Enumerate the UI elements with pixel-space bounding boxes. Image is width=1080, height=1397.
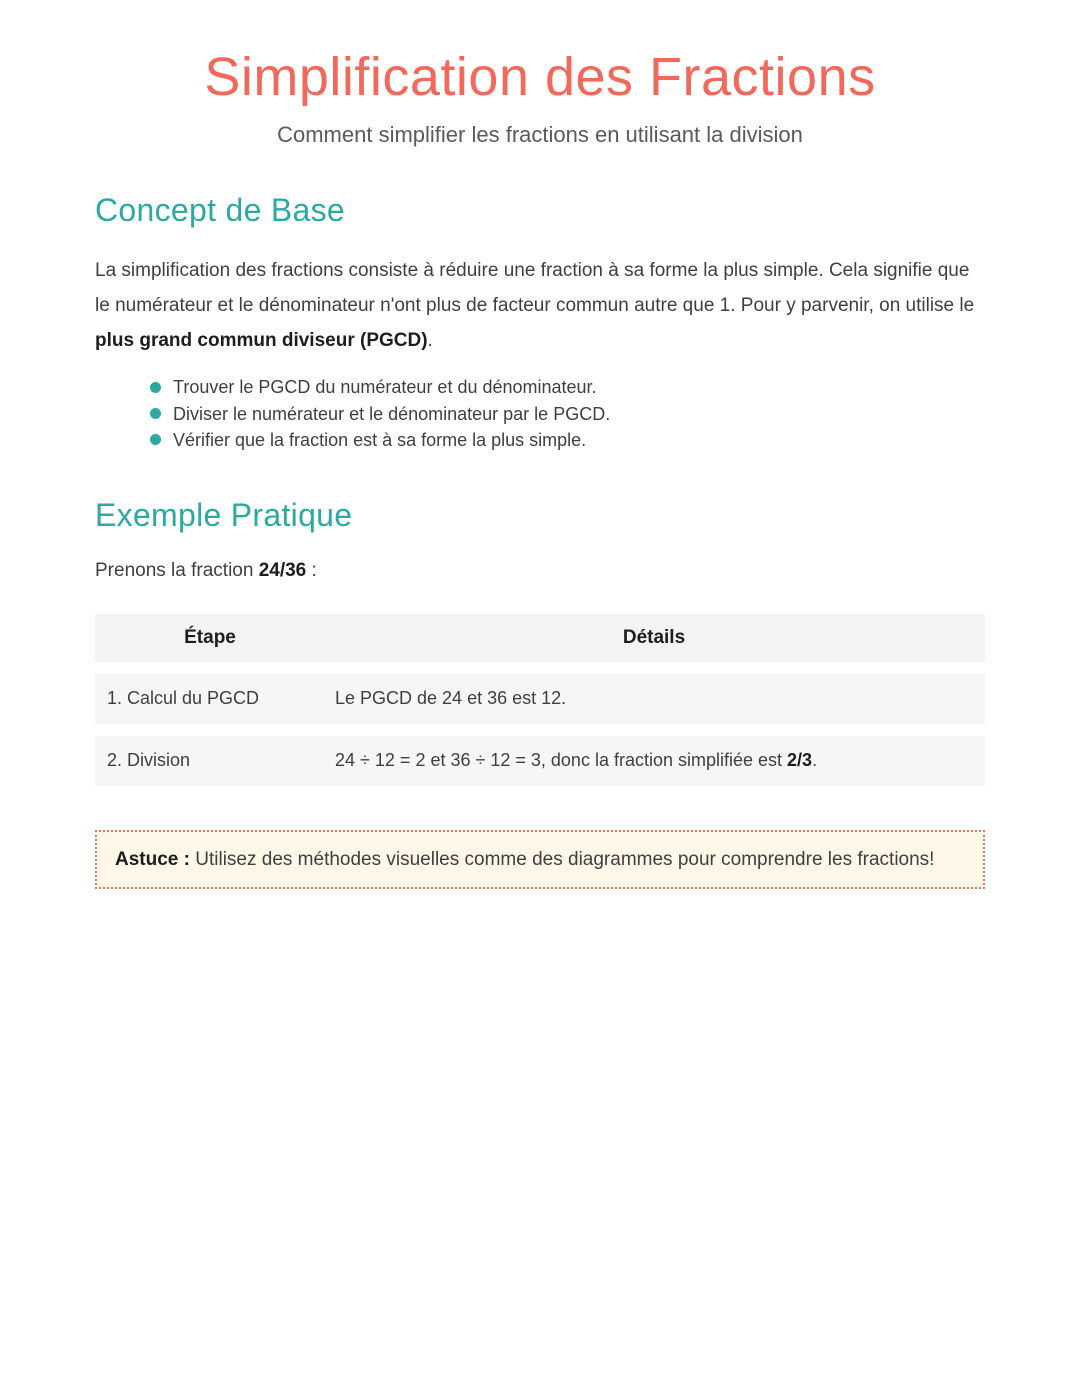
concept-bullet-list xyxy=(150,374,985,452)
table-row xyxy=(95,736,985,786)
bullet-text: Vérifier que la fraction est à sa forme la plus simple. xyxy=(173,429,587,450)
list-item xyxy=(150,427,985,453)
table-header-row xyxy=(95,614,985,662)
table-cell-details-text: 24 ÷ 12 = 2 et 36 ÷ 12 = 3, donc la fraction simplifiée est xyxy=(335,750,788,771)
tip-label: Astuce : xyxy=(115,848,190,870)
concept-intro-paragraph xyxy=(95,253,985,358)
example-lead-bold-fraction: 24/36 xyxy=(258,559,307,581)
example-lead-text: Prenons la fraction xyxy=(95,559,259,581)
table-cell-etape: 1. Calcul du PGCD xyxy=(107,688,260,709)
table-header-details: Détails xyxy=(622,626,686,648)
list-item xyxy=(150,374,985,400)
list-item xyxy=(150,401,985,427)
bullet-text: Trouver le PGCD du numérateur et du dénominateur. xyxy=(173,377,597,398)
bullet-icon xyxy=(150,434,161,445)
section-heading-example: Exemple Pratique xyxy=(95,496,353,533)
steps-table xyxy=(95,614,985,786)
bullet-icon xyxy=(150,408,161,419)
bullet-text: Diviser le numérateur et le dénominateur par le PGCD. xyxy=(173,403,611,424)
example-lead-colon: : xyxy=(306,559,317,581)
table-cell-details: Le PGCD de 24 et 36 est 12. xyxy=(335,688,567,709)
table-cell-details-period: . xyxy=(812,750,818,771)
page-subtitle: Comment simplifier les fractions en utilisant la division xyxy=(277,122,803,147)
table-cell-details xyxy=(323,738,985,783)
table-header-etape: Étape xyxy=(184,626,236,648)
tip-callout xyxy=(95,830,985,890)
section-heading-concept: Concept de Base xyxy=(95,192,345,228)
tip-text: Utilisez des méthodes visuelles comme des diagrammes pour comprendre les fractions! xyxy=(189,848,935,870)
table-cell-etape: 2. Division xyxy=(107,750,191,771)
concept-intro-text: La simplification des fractions consiste à réduire une fraction à sa forme la plus simple. Cela signifie que le numérateur et le dénominateur n'ont plus de facteur commun autre que 1. Pour y parvenir, on utilise le xyxy=(95,260,975,317)
concept-intro-period: . xyxy=(427,330,433,352)
example-lead-paragraph xyxy=(95,560,985,582)
bullet-icon xyxy=(150,382,161,393)
page-title: Simplification des Fractions xyxy=(204,47,876,107)
concept-intro-bold-pgcd: plus grand commun diviseur (PGCD) xyxy=(95,330,428,352)
table-row xyxy=(95,674,985,724)
table-cell-details-bold-result: 2/3 xyxy=(787,750,813,771)
